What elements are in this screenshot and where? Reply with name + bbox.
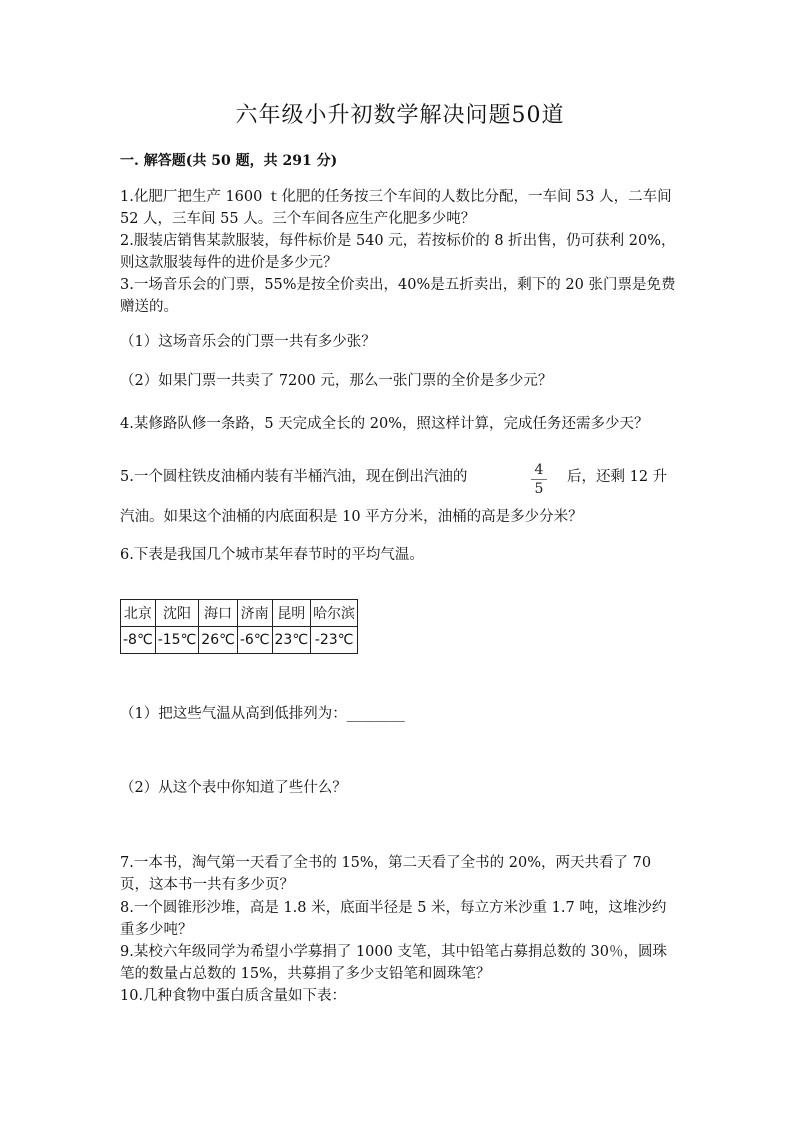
table-row-temperatures: [121, 627, 358, 654]
question-9: 9.某校六年级同学为希望小学募捐了 1000 支笔，其中铅笔占募捐总数的 30％，圆珠笔的数量占总数的 15%，共募捐了多少支铅笔和圆珠笔？: [120, 944, 668, 982]
temperature-table: [120, 599, 358, 654]
question-10: 10.几种食物中蛋白质含量如下表：: [120, 988, 347, 1004]
table-cell: -15℃: [155, 627, 199, 654]
question-1: 1.化肥厂把生产 1600 ｔ化肥的任务按三个车间的人数比分配，一车间 53 人，二车间 52 人，三车间 55 人。三个车间各应生产化肥多少吨？: [120, 189, 672, 227]
table-cell: -23℃: [311, 627, 358, 654]
question-3-part-2: （2）如果门票一共卖了 7200 元，那么一张门票的全价是多少元？: [120, 373, 553, 389]
question-5-end: 汽油。如果这个油桶的内底面积是 10 平方分米，油桶的高是多少分米？: [120, 509, 583, 525]
table-cell: -8℃: [121, 627, 156, 654]
table-cell: 沈阳: [155, 600, 199, 627]
table-cell: 23℃: [272, 627, 311, 654]
question-5-start: 5.一个圆柱铁皮油桶内装有半桶汽油，现在倒出汽油的: [120, 469, 468, 485]
table-cell: 哈尔滨: [311, 600, 358, 627]
question-7: 7.一本书，淘气第一天看了全书的 15%，第二天看了全书的 20%，两天共看了 70 页，这本书一共有多少页？: [120, 855, 652, 893]
table-cell: 昆明: [272, 600, 311, 627]
question-6-part-1: （1）把这些气温从高到低排列为：________: [120, 706, 405, 722]
section-heading: 一. 解答题(共 50 题，共 291 分): [120, 153, 338, 169]
fraction-four-fifths: [528, 462, 550, 497]
question-5-after-fraction: 后，还剩 12 升: [567, 469, 668, 485]
table-cell: 北京: [121, 600, 156, 627]
question-8: 8.一个圆锥形沙堆，高是 1.8 米，底面半径是 5 米，每立方米沙重 1.7 吨，这堆沙约重多少吨？: [120, 900, 667, 938]
question-6: 6.下表是我国几个城市某年春节时的平均气温。: [120, 547, 424, 563]
question-4: 4.某修路队修一条路，5 天完成全长的 20%，照这样计算，完成任务还需多少天？: [120, 416, 649, 432]
question-3-part-1: （1）这场音乐会的门票一共有多少张？: [120, 334, 376, 350]
question-3: 3.一场音乐会的门票，55%是按全价卖出，40%是五折卖出，剩下的 20 张门票是免费赠送的。: [120, 277, 676, 315]
page-title: 六年级小升初数学解决问题50道: [235, 103, 565, 128]
fraction-denominator: 5: [534, 481, 544, 497]
fraction-numerator: 4: [534, 462, 544, 478]
table-cell: -6℃: [237, 627, 272, 654]
table-row-cities: [121, 600, 358, 627]
question-2: 2.服装店销售某款服装，每件标价是 540 元，若按标价的 8 折出售，仍可获利 20%，则这款服装每件的进价是多少元？: [120, 233, 676, 271]
table-cell: 济南: [237, 600, 272, 627]
table-cell: 26℃: [199, 627, 238, 654]
question-6-part-2: （2）从这个表中你知道了些什么？: [120, 780, 347, 796]
fraction-bar: [531, 479, 547, 480]
table-cell: 海口: [199, 600, 238, 627]
